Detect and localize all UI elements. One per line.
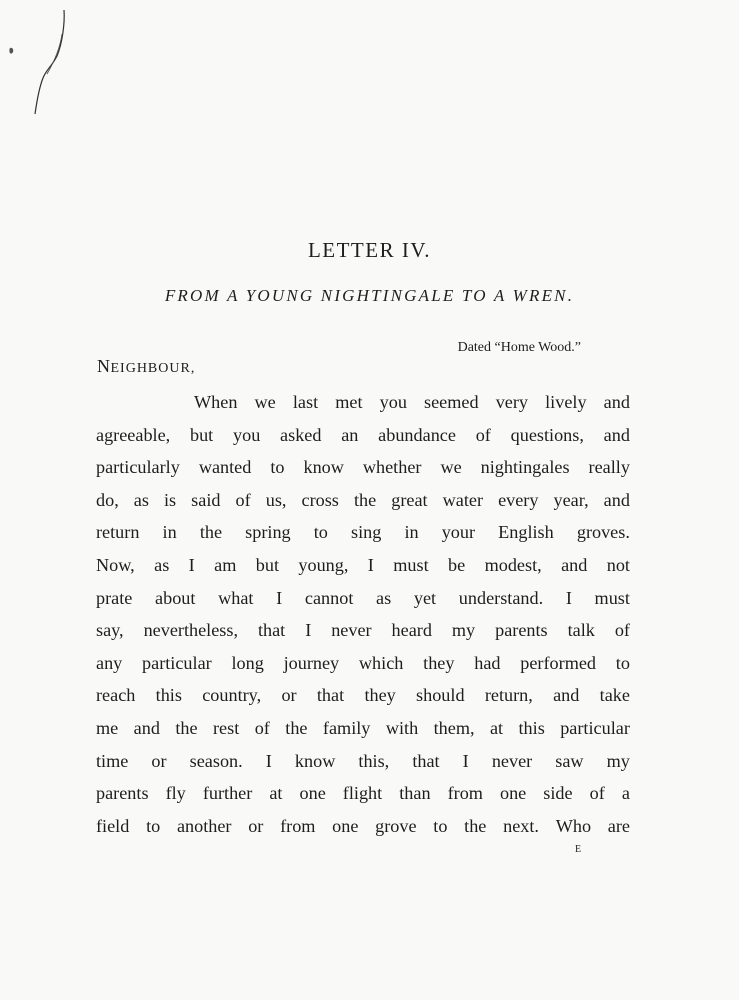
word: last — [292, 392, 319, 412]
word: I — [305, 620, 312, 641]
letter-subtitle: FROM A YOUNG NIGHTINGALE TO A WREN. — [164, 286, 575, 305]
text-line — [96, 419, 630, 452]
word: yet — [413, 587, 437, 608]
word: in — [162, 522, 177, 543]
word: of — [589, 783, 605, 804]
word: to — [270, 457, 285, 478]
word: that — [412, 750, 440, 771]
word: particular — [142, 652, 212, 673]
word: know — [303, 457, 344, 478]
word: talk — [567, 620, 595, 641]
word: Now, — [96, 554, 135, 575]
word: this — [518, 717, 545, 738]
word: this, — [358, 750, 390, 771]
word: further — [202, 783, 253, 804]
word: this — [155, 685, 182, 706]
word: flight — [342, 783, 383, 804]
word: whether — [362, 457, 422, 478]
letter-title: LETTER IV. — [307, 238, 432, 262]
text-line — [96, 484, 630, 517]
word: the — [464, 815, 487, 836]
word: a — [621, 783, 630, 804]
word: agreeable, — [96, 424, 171, 445]
word: journey — [283, 652, 340, 673]
word: grove — [375, 815, 417, 836]
word: any — [96, 652, 123, 673]
word: be — [448, 554, 466, 575]
text-line — [96, 386, 630, 419]
text-line — [96, 712, 630, 745]
word: of — [235, 489, 251, 510]
word: seemed — [424, 392, 479, 412]
word: and — [133, 717, 160, 738]
word: am — [214, 554, 237, 575]
word: should — [416, 685, 465, 706]
word: wanted — [198, 457, 252, 478]
word: I — [462, 750, 469, 771]
word: and — [603, 392, 630, 412]
word: family — [322, 717, 371, 738]
word: reach — [96, 685, 136, 706]
text-line — [96, 516, 630, 549]
word: as — [154, 554, 170, 575]
word: performed — [520, 652, 597, 673]
word: nevertheless, — [143, 620, 238, 641]
word: to — [313, 522, 328, 543]
text-line — [96, 679, 630, 712]
text-line — [96, 810, 630, 843]
word: had — [474, 652, 501, 673]
word: to — [146, 815, 161, 836]
word: every — [498, 489, 539, 510]
word: or — [281, 685, 297, 706]
word: you — [233, 424, 261, 445]
word: and — [603, 489, 630, 510]
word: heard — [391, 620, 432, 641]
word: modest, — [484, 554, 542, 575]
word: parents — [495, 620, 548, 641]
word: return, — [484, 685, 533, 706]
pencil-mark-icon — [2, 4, 72, 124]
word: one — [299, 783, 326, 804]
word: to — [433, 815, 448, 836]
word: prate — [96, 587, 133, 608]
word: but — [255, 554, 279, 575]
text-line — [96, 549, 630, 582]
word: really — [588, 457, 630, 478]
word: sing — [351, 522, 382, 543]
text-line — [96, 647, 630, 680]
word: at — [489, 717, 504, 738]
letter-body — [96, 386, 630, 842]
word: When — [194, 392, 238, 412]
word: of — [254, 717, 270, 738]
word: side — [543, 783, 573, 804]
word: fly — [165, 783, 186, 804]
text-line — [96, 451, 630, 484]
word: at — [269, 783, 283, 804]
word: Who — [555, 815, 592, 836]
word: understand. — [458, 587, 544, 608]
word: and — [553, 685, 580, 706]
word: another — [176, 815, 232, 836]
word: must — [594, 587, 630, 608]
word: cross — [301, 489, 339, 510]
word: you — [379, 392, 407, 412]
word: very — [495, 392, 529, 412]
word: never — [491, 750, 533, 771]
word: never — [331, 620, 372, 641]
word: me — [96, 717, 119, 738]
word: my — [606, 750, 630, 771]
word: about — [155, 587, 196, 608]
word: we — [254, 392, 276, 412]
word: as — [133, 489, 149, 510]
word: to — [615, 652, 630, 673]
word: country, — [202, 685, 262, 706]
word: great — [391, 489, 428, 510]
word: us, — [265, 489, 287, 510]
word: spring — [245, 522, 291, 543]
word: the — [285, 717, 308, 738]
word: I — [265, 750, 272, 771]
word: one — [499, 783, 527, 804]
word: or — [151, 750, 167, 771]
word: but — [189, 424, 214, 445]
word: that — [257, 620, 286, 641]
word: from — [447, 783, 483, 804]
salutation-rest: EIGHBOUR, — [110, 361, 196, 376]
word: particular — [560, 717, 630, 738]
word: the — [353, 489, 377, 510]
word: what — [218, 587, 254, 608]
word: lively — [545, 392, 587, 412]
word: and — [603, 424, 630, 445]
word: return — [96, 522, 140, 543]
salutation-initial: N — [97, 356, 111, 376]
word: rest — [213, 717, 240, 738]
word: and — [561, 554, 588, 575]
salutation — [97, 356, 195, 377]
word: not — [606, 554, 630, 575]
word: take — [599, 685, 630, 706]
dateline: Dated “Home Wood.” — [457, 340, 581, 355]
word: the — [199, 522, 223, 543]
word: they — [423, 652, 455, 673]
word: met — [335, 392, 363, 412]
word: time — [96, 750, 129, 771]
word: as — [376, 587, 392, 608]
signature-mark: E — [575, 844, 583, 855]
word: season. — [189, 750, 243, 771]
word: we — [440, 457, 462, 478]
word: the — [175, 717, 198, 738]
word: one — [332, 815, 359, 836]
word: I — [565, 587, 572, 608]
word: I — [276, 587, 283, 608]
word: abundance — [378, 424, 456, 445]
word: said — [191, 489, 221, 510]
word: my — [451, 620, 476, 641]
word: of — [475, 424, 491, 445]
word: I — [188, 554, 195, 575]
word: know — [294, 750, 336, 771]
word: them, — [433, 717, 475, 738]
word: saw — [555, 750, 584, 771]
text-line — [96, 614, 630, 647]
word: that — [316, 685, 345, 706]
text-line — [96, 582, 630, 615]
word: an — [341, 424, 359, 445]
word: than — [399, 783, 431, 804]
word: is — [163, 489, 177, 510]
word: water — [442, 489, 484, 510]
word: long — [231, 652, 264, 673]
word: young, — [298, 554, 349, 575]
word: from — [280, 815, 316, 836]
word: field — [96, 815, 130, 836]
word: questions, — [510, 424, 584, 445]
word: particularly — [96, 457, 180, 478]
word: with — [385, 717, 419, 738]
word: year, — [553, 489, 589, 510]
word: cannot — [304, 587, 354, 608]
word: nightingales — [480, 457, 570, 478]
word: your — [441, 522, 476, 543]
text-line — [96, 777, 630, 810]
word: next. — [503, 815, 539, 836]
word: parents — [96, 783, 149, 804]
word: which — [358, 652, 404, 673]
word: say, — [96, 620, 124, 641]
word: do, — [96, 489, 119, 510]
word: of — [614, 620, 630, 641]
word: or — [248, 815, 264, 836]
word: English — [498, 522, 554, 543]
word: groves. — [576, 522, 630, 543]
word: they — [364, 685, 396, 706]
word: asked — [280, 424, 322, 445]
word: must — [393, 554, 429, 575]
word: in — [404, 522, 419, 543]
text-line — [96, 745, 630, 778]
word: are — [607, 815, 630, 836]
word: I — [367, 554, 374, 575]
